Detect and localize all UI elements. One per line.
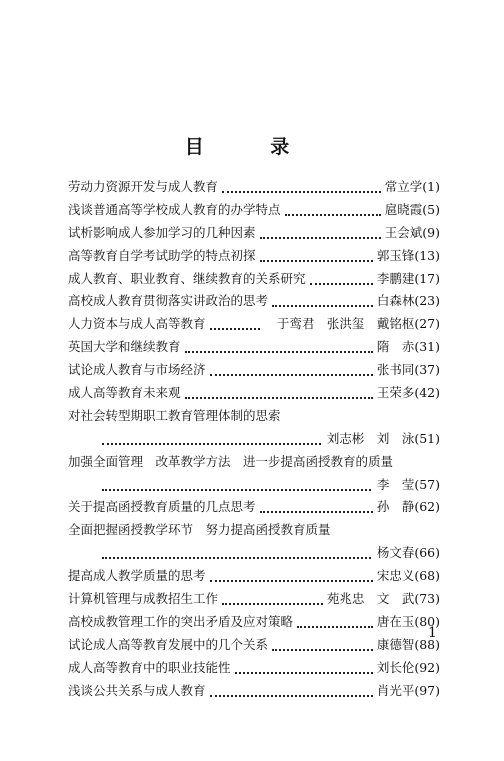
entry-page: (68) bbox=[414, 568, 440, 584]
toc-entry-continuation bbox=[68, 542, 440, 565]
toc-entry bbox=[68, 176, 440, 199]
entry-author: 宋忠义 bbox=[376, 568, 415, 584]
dot-leader bbox=[260, 251, 373, 262]
dot-leader bbox=[185, 388, 373, 399]
entry-title: 英国大学和继续教育 bbox=[68, 339, 181, 355]
toc-entry bbox=[68, 634, 440, 657]
entry-page: (37) bbox=[414, 362, 440, 378]
page-title: 目 录 bbox=[184, 136, 320, 158]
entry-page: (62) bbox=[414, 499, 440, 515]
entry-title: 劳动力资源开发与成人教育 bbox=[68, 179, 219, 194]
entry-author: 孙 静 bbox=[376, 499, 415, 515]
entry-title: 浅谈普通高等学校成人教育的办学特点 bbox=[68, 201, 281, 217]
dot-leader bbox=[102, 480, 371, 491]
entry-title: 人力资本与成人高等教育 bbox=[68, 316, 206, 332]
entry-title: 对社会转型期职工教育管理体制的思索 bbox=[68, 407, 281, 423]
entry-author: 常立学 bbox=[384, 179, 423, 194]
toc-entry bbox=[68, 611, 440, 634]
dot-leader bbox=[102, 434, 321, 445]
entry-page: (73) bbox=[414, 591, 440, 607]
toc-entry-continuation bbox=[68, 474, 440, 497]
toc-entry-continuation bbox=[68, 428, 440, 451]
toc-entry bbox=[68, 657, 440, 680]
entry-page: (51) bbox=[414, 430, 440, 446]
toc-entry bbox=[68, 222, 440, 245]
entry-author: 康德智 bbox=[376, 636, 415, 652]
entry-page: (17) bbox=[414, 270, 440, 286]
entry-title: 成人高等教育未来观 bbox=[68, 385, 181, 401]
entry-title: 高校成人教育贯彻落实讲政治的思考 bbox=[68, 293, 269, 309]
toc-entry bbox=[68, 336, 440, 359]
entry-title: 成人教育、职业教育、继续教育的关系研究 bbox=[68, 270, 306, 286]
toc-entry bbox=[68, 680, 440, 703]
entry-page: (66) bbox=[414, 545, 440, 561]
dot-leader bbox=[102, 548, 371, 559]
entry-author: 扈晓霞 bbox=[384, 201, 423, 217]
entry-author: 王荣多 bbox=[376, 385, 415, 401]
entry-author: 苑兆忠 文 武 bbox=[326, 591, 415, 607]
entry-page: (42) bbox=[414, 385, 440, 401]
entry-author: 于鸾君 张洪玺 戴铭枢 bbox=[276, 316, 415, 332]
page-number: 1 bbox=[428, 625, 437, 641]
entry-page: (92) bbox=[414, 659, 440, 675]
toc-entry bbox=[68, 245, 440, 268]
entry-title: 加强全面管理 改革教学方法 进一步提高函授教育的质量 bbox=[68, 453, 394, 469]
dot-leader bbox=[210, 365, 373, 376]
toc-entry bbox=[68, 313, 440, 336]
entry-author: 杨文春 bbox=[376, 545, 415, 561]
entry-title: 关于提高函授教育质量的几点思考 bbox=[68, 499, 256, 515]
entry-title: 全面把握函授教学环节 努力提高函授教育质量 bbox=[68, 522, 331, 538]
dot-leader bbox=[185, 342, 373, 353]
entry-page: (97) bbox=[414, 682, 440, 698]
dot-leader bbox=[272, 296, 373, 307]
dot-leader bbox=[222, 182, 381, 193]
toc-list bbox=[68, 176, 440, 702]
dot-leader bbox=[210, 686, 373, 697]
entry-author: 张书同 bbox=[376, 362, 415, 378]
entry-page: (9) bbox=[422, 224, 440, 240]
entry-author: 郭玉锋 bbox=[376, 247, 415, 263]
dot-leader bbox=[222, 594, 323, 605]
entry-title: 试析影响成人参加学习的几种因素 bbox=[68, 224, 256, 240]
toc-entry bbox=[68, 268, 440, 291]
dot-leader bbox=[210, 571, 373, 582]
entry-page: (31) bbox=[414, 339, 440, 355]
toc-entry bbox=[68, 290, 440, 313]
toc-entry bbox=[68, 496, 440, 519]
entry-title: 成人高等教育中的职业技能性 bbox=[68, 659, 231, 675]
entry-page: (5) bbox=[422, 201, 440, 217]
entry-author: 李鹏建 bbox=[376, 270, 415, 286]
entry-author: 白森林 bbox=[376, 293, 415, 309]
entry-author: 肖光平 bbox=[376, 682, 415, 698]
entry-page: (80) bbox=[414, 613, 440, 629]
toc-entry bbox=[68, 199, 440, 222]
toc-entry bbox=[68, 588, 440, 611]
entry-title: 提高成人教学质量的思考 bbox=[68, 568, 206, 584]
entry-page: (88) bbox=[414, 636, 440, 652]
entry-author: 刘志彬 刘 泳 bbox=[326, 430, 415, 446]
dot-leader bbox=[285, 205, 381, 216]
entry-title: 高等教育自学考试助学的特点初探 bbox=[68, 247, 256, 263]
dot-leader bbox=[297, 617, 373, 628]
entry-author: 李 莹 bbox=[376, 476, 415, 492]
entry-title: 高校成教管理工作的突出矛盾及应对策略 bbox=[68, 613, 294, 629]
entry-author: 王会斌 bbox=[384, 224, 423, 240]
entry-title: 计算机管理与成教招生工作 bbox=[68, 591, 219, 607]
entry-page: (27) bbox=[414, 316, 440, 332]
dot-leader bbox=[235, 663, 373, 674]
entry-title: 浅谈公共关系与成人教育 bbox=[68, 682, 206, 698]
dot-leader bbox=[260, 502, 373, 513]
entry-title: 试论成人高等教育发展中的几个关系 bbox=[68, 636, 269, 652]
dot-leader bbox=[260, 228, 381, 239]
entry-author: 隋 赤 bbox=[376, 339, 415, 355]
entry-page: (13) bbox=[414, 247, 440, 263]
dot-leader bbox=[310, 274, 373, 285]
dot-leader bbox=[210, 319, 260, 330]
entry-page: (57) bbox=[414, 476, 440, 492]
entry-author: 刘长伦 bbox=[376, 659, 415, 675]
toc-entry bbox=[68, 359, 440, 382]
entry-author: 唐在玉 bbox=[376, 613, 415, 629]
dot-leader bbox=[272, 640, 373, 651]
entry-page: (23) bbox=[414, 293, 440, 309]
toc-entry bbox=[68, 565, 440, 588]
entry-title: 试论成人教育与市场经济 bbox=[68, 362, 206, 378]
toc-entry bbox=[68, 382, 440, 405]
entry-page: (1) bbox=[422, 179, 440, 194]
